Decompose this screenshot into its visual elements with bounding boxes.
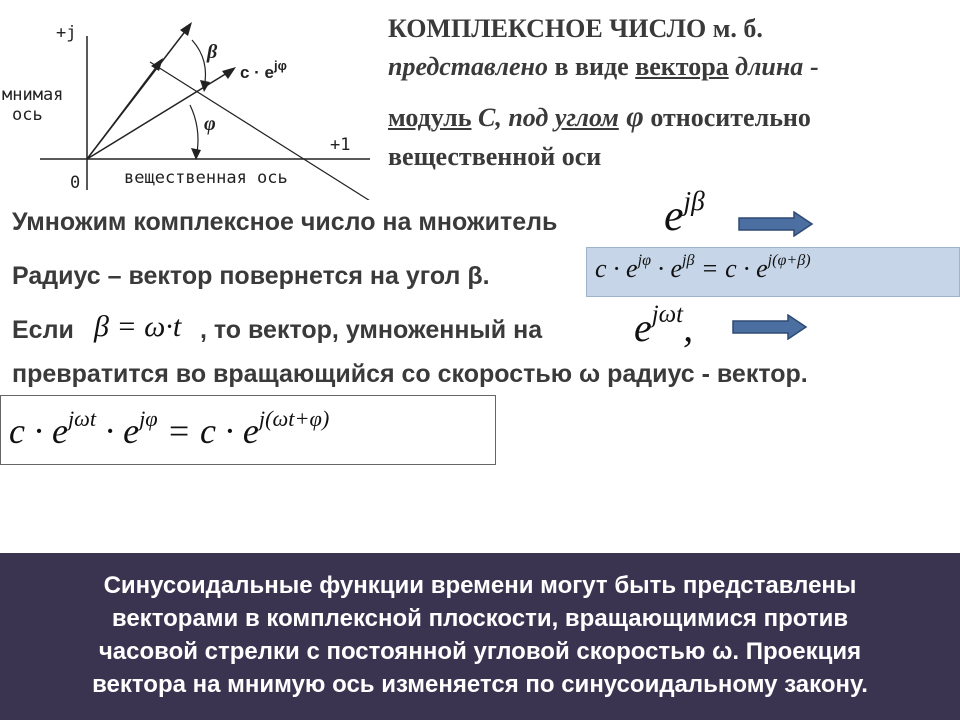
- header-line-2: [388, 52, 818, 82]
- f2-exp1: jωt: [67, 406, 97, 432]
- multiplier-formula: [664, 185, 705, 241]
- imag-axis-label-line1: мнимая: [2, 85, 64, 105]
- header-line-3-b: С: [471, 103, 496, 132]
- header-line-3-a: модуль: [388, 103, 472, 132]
- phi-arc-head: [191, 148, 201, 160]
- imag-axis-label-line2: ось: [12, 105, 43, 125]
- beta-arc-head: [200, 80, 210, 92]
- summary-footer: [0, 553, 960, 720]
- radius-text: Радиус – вектор повернется на угол β.: [12, 262, 490, 290]
- beta-equals-omega-t: β = ω·t: [94, 310, 182, 343]
- header-line-3-e: φ: [618, 100, 644, 133]
- multiply-text: Умножим комплексное число на множитель: [12, 208, 558, 236]
- then-exponent: jωt: [651, 301, 684, 329]
- footer-line-4: вектора на мнимую ось изменяется по синусоидальному закону.: [92, 671, 868, 698]
- f2-eq: = c · e: [157, 411, 259, 451]
- if-text: Если: [12, 316, 74, 344]
- header-line-4: вещественной оси: [388, 142, 602, 171]
- header-line-2-d: длина: [728, 52, 804, 81]
- imag-axis-top-label: +j: [56, 23, 77, 43]
- header-line-1: КОМПЛЕКСНОЕ ЧИСЛО м. б.: [388, 14, 763, 43]
- f1-exp3: j(φ+β): [767, 251, 811, 269]
- formula-rotation: [595, 251, 811, 284]
- then-multiplier: [634, 301, 694, 351]
- header-line-3: [388, 100, 811, 134]
- complex-plane-diagram: [0, 0, 380, 200]
- header-line-2-c: вектора: [635, 52, 729, 81]
- origin-label: 0: [70, 173, 81, 193]
- multiplier-base: e: [664, 191, 684, 240]
- header-line-2-e: -: [803, 52, 819, 81]
- f2-c1: c · e: [9, 411, 68, 451]
- helper-line-1: [87, 62, 160, 159]
- header-line-2-a: представлено: [388, 52, 548, 81]
- f1-exp2: jβ: [682, 251, 695, 269]
- angle-beta-label: β: [207, 41, 218, 63]
- f1-eq: = c · e: [694, 254, 768, 283]
- vector-label: $c \cdot e^{j\varphi}$: [240, 58, 287, 82]
- then-comma: ,: [683, 305, 694, 350]
- f2-exp2: jφ: [139, 406, 158, 432]
- real-axis-label: вещественная ось: [124, 168, 288, 188]
- f2-exp3: j(ωt+φ): [258, 406, 330, 432]
- footer-line-1: Синусоидальные функции времени могут быть представлены: [103, 572, 857, 599]
- vector-label-exponent: jφ: [274, 58, 287, 73]
- formula-rotation-box: [586, 247, 960, 297]
- header-line-3-f: относительно: [643, 103, 811, 132]
- rotated-vector-head: [180, 22, 192, 36]
- formula-rotating: [9, 406, 330, 452]
- formula-rotating-box: [0, 395, 496, 465]
- real-axis-right-label: +1: [330, 135, 351, 155]
- header-line-3-c: , под: [495, 103, 555, 132]
- arrow-right-icon-2: [732, 314, 808, 340]
- multiplier-exponent: jβ: [683, 185, 705, 216]
- angle-phi-label: φ: [204, 113, 216, 135]
- footer-line-2: векторами в комплексной плоскости, вращающимися против: [111, 605, 849, 632]
- f2-mid: · e: [96, 411, 140, 451]
- arrow-right-icon: [738, 211, 814, 237]
- header-line-2-b: в виде: [547, 52, 636, 81]
- then-base: e: [634, 305, 652, 350]
- then-text: , то вектор, умноженный на: [200, 316, 543, 344]
- f1-mid: · e: [650, 254, 683, 283]
- f1-c1: c · e: [595, 254, 638, 283]
- f1-exp1: jφ: [637, 251, 651, 269]
- header-line-3-d: углом: [554, 103, 619, 132]
- footer-line-3: часовой стрелки с постоянной угловой скоростью ω. Проекция: [98, 638, 862, 665]
- rotating-text: превратится во вращающийся со скоростью ω радиус - вектор.: [12, 360, 808, 388]
- vector-c-ejphi-head: [222, 67, 236, 79]
